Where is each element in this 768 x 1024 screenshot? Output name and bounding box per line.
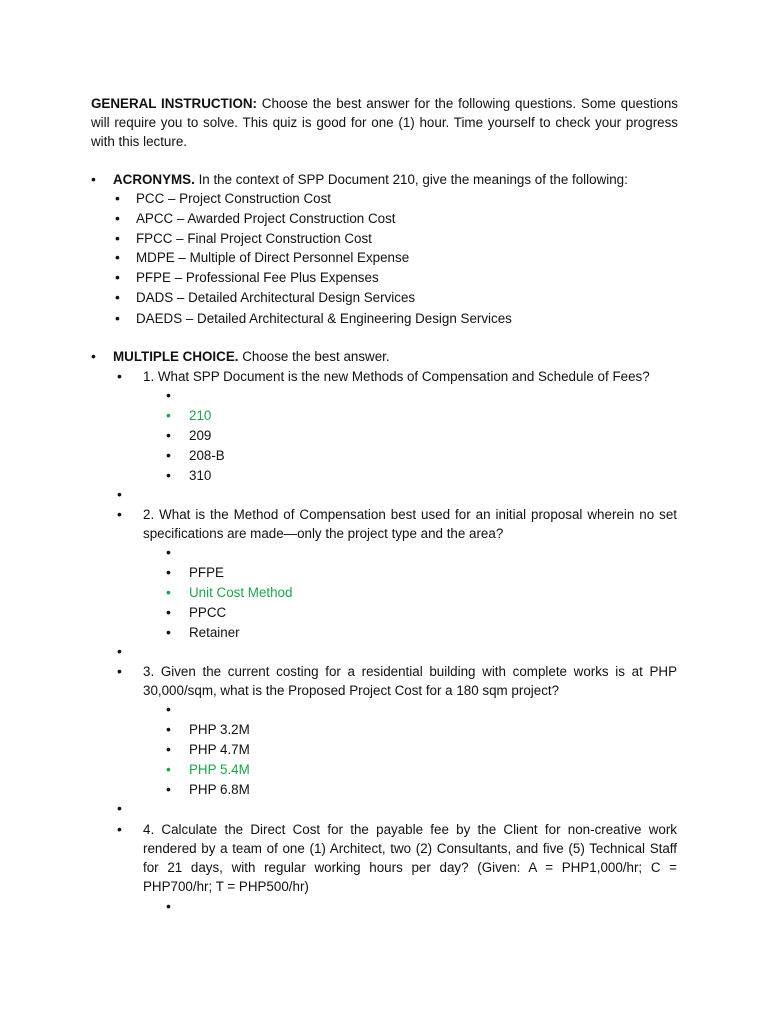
bullet: • (166, 781, 171, 797)
question-number: 2 (143, 507, 151, 522)
bullet: • (117, 800, 122, 816)
choice-correct: 210 (189, 408, 212, 423)
acronym-item: FPCC – Final Project Construction Cost (136, 231, 372, 246)
acronym-item: APCC – Awarded Project Construction Cost (136, 211, 396, 226)
bullet: • (166, 447, 171, 463)
bullet: • (166, 741, 171, 757)
choice: PHP 3.2M (189, 722, 250, 737)
acronyms-heading (113, 170, 628, 189)
bullet: • (115, 190, 120, 206)
bullet: • (117, 663, 122, 679)
question-4 (143, 820, 677, 896)
bullet: • (166, 898, 171, 914)
question-text: . Calculate the Direct Cost for the payable fee by the Client for non-creative work rendered by a team of one (1) Architect, two (2) Consultants, and five (5) Technical Staff for 21 days, with regular working hours per day? (Given: A = PHP1,000/hr; C = PHP700/hr; T = PHP500/hr) (143, 822, 677, 894)
acronyms-text: In the context of SPP Document 210, give the meanings of the following: (194, 172, 628, 187)
choice-correct: PHP 5.4M (189, 762, 250, 777)
bullet: • (166, 624, 171, 640)
choice: 310 (189, 468, 212, 483)
bullet: • (166, 467, 171, 483)
choice: 209 (189, 428, 212, 443)
bullet: • (166, 564, 171, 580)
acronyms-label: ACRONYMS. (113, 172, 195, 187)
general-instruction (91, 94, 678, 151)
bullet: • (166, 407, 171, 423)
bullet: • (166, 544, 171, 560)
multiple-choice-text: Choose the best answer. (238, 349, 390, 364)
choice: PHP 4.7M (189, 742, 250, 757)
bullet: • (115, 289, 120, 305)
bullet: • (115, 310, 120, 326)
bullet: • (115, 210, 120, 226)
multiple-choice-label: MULTIPLE CHOICE. (113, 349, 239, 364)
bullet: • (115, 269, 120, 285)
choice: PFPE (189, 565, 224, 580)
question-number: 4 (143, 822, 151, 837)
general-instruction-text: Choose the best answer for the following questions. Some questions will require you to solve. This quiz is good for one (1) hour. Time yourself to check your progress with this lecture. (91, 96, 679, 149)
bullet: • (117, 821, 122, 837)
bullet: • (166, 604, 171, 620)
bullet: • (117, 643, 122, 659)
bullet: • (166, 584, 171, 600)
choice: PHP 6.8M (189, 782, 250, 797)
choice: Retainer (189, 625, 240, 640)
multiple-choice-heading (113, 347, 390, 366)
question-2 (143, 505, 677, 543)
bullet: • (115, 249, 120, 265)
bullet: • (166, 761, 171, 777)
bullet: • (91, 171, 96, 187)
acronym-item: DAEDS – Detailed Architectural & Engineering Design Services (136, 311, 512, 326)
acronym-item: DADS – Detailed Architectural Design Services (136, 290, 416, 305)
question-text: . Given the current costing for a residential building with complete works is at PHP 30,000/sqm, what is the Proposed Project Cost for a 180 sqm project? (143, 664, 677, 698)
question-text: . What is the Method of Compensation best used for an initial proposal wherein no set specifications are made—only the project type and the area? (143, 507, 677, 541)
bullet: • (117, 506, 122, 522)
bullet: • (166, 427, 171, 443)
general-instruction-label: GENERAL INSTRUCTION: (91, 96, 257, 111)
choice: 208-B (189, 448, 225, 463)
bullet: • (117, 368, 122, 384)
bullet: • (115, 230, 120, 246)
question-number: 1 (143, 369, 151, 384)
acronym-item: PFPE – Professional Fee Plus Expenses (136, 270, 379, 285)
choice: PPCC (189, 605, 227, 620)
choice-correct: Unit Cost Method (189, 585, 293, 600)
question-number: 3 (143, 664, 151, 679)
bullet: • (117, 486, 122, 502)
bullet: • (166, 721, 171, 737)
acronym-item: PCC – Project Construction Cost (136, 191, 331, 206)
question-text: . What SPP Document is the new Methods of Compensation and Schedule of Fees? (150, 369, 650, 384)
bullet: • (166, 387, 171, 403)
question-3 (143, 662, 677, 700)
question-1 (143, 367, 650, 386)
bullet: • (91, 348, 96, 364)
acronym-item: MDPE – Multiple of Direct Personnel Expense (136, 250, 410, 265)
bullet: • (166, 701, 171, 717)
